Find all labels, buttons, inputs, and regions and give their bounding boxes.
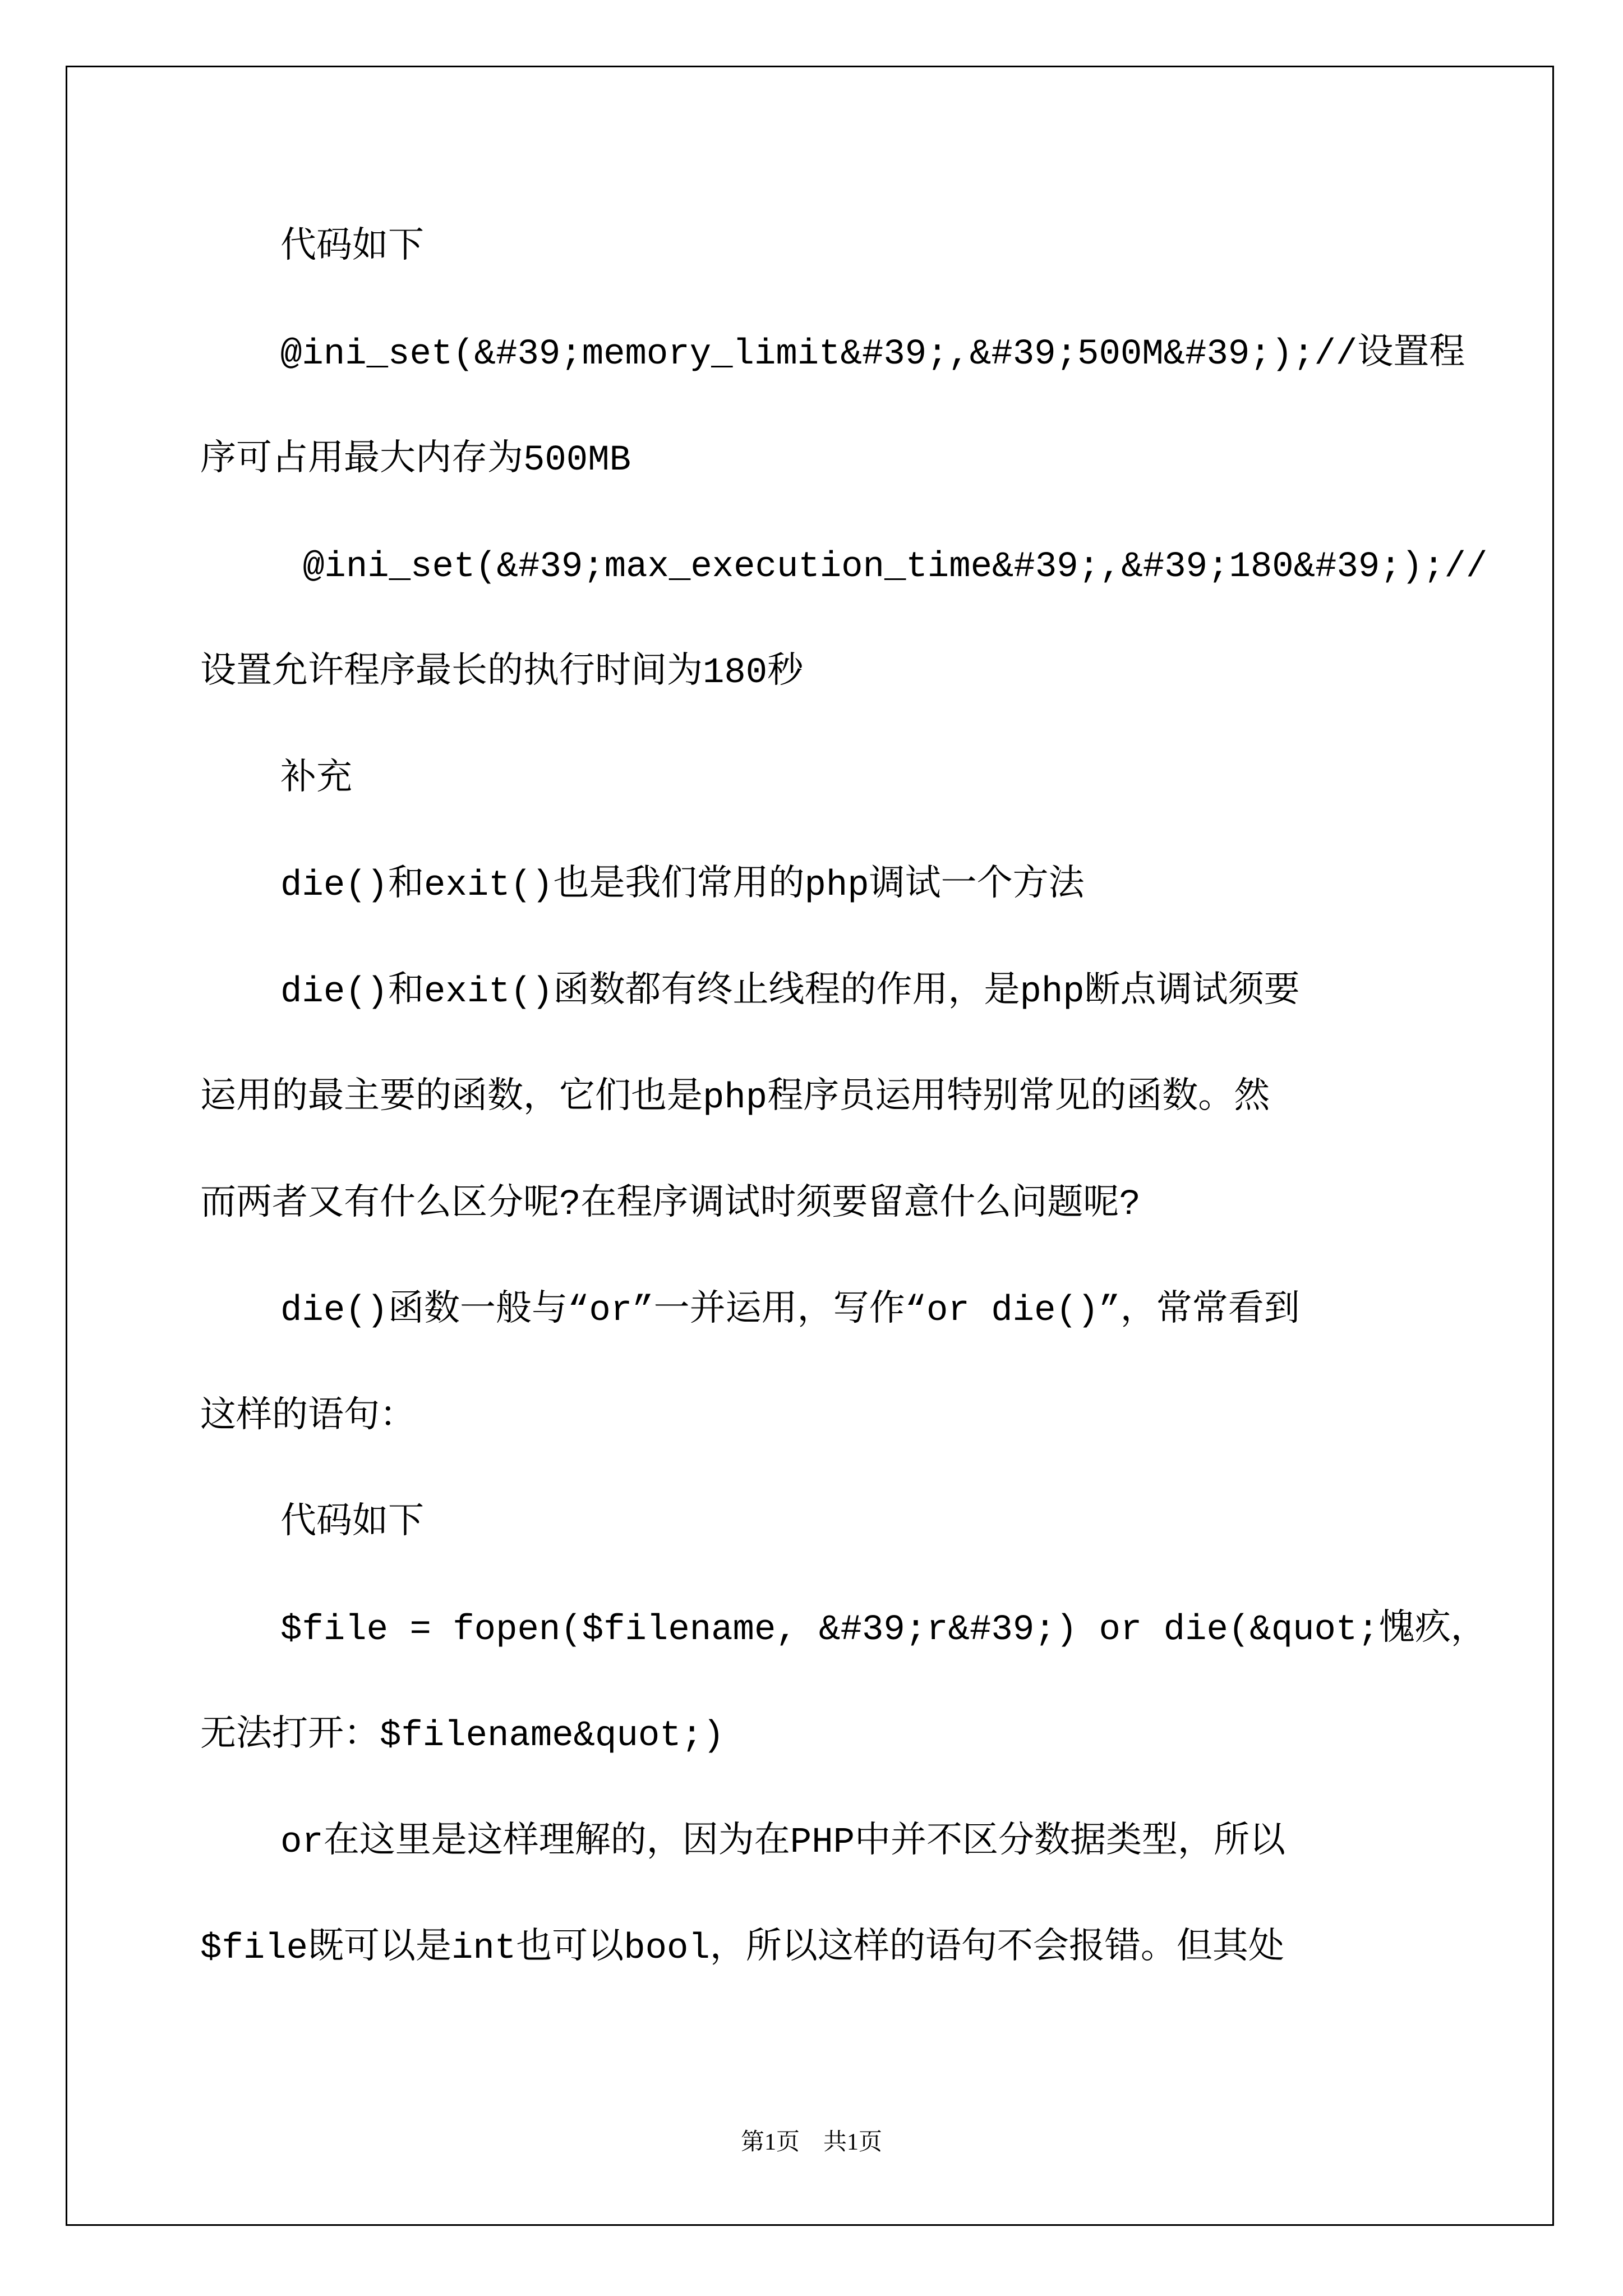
page-number-footer: 第1页 共1页 — [740, 2129, 882, 2155]
paragraph-line: 代码如下 — [280, 228, 424, 268]
paragraph-line: $file既可以是int也可以bool，所以这样的语句不会报错。但其处 — [200, 1929, 1284, 1969]
paragraph-line: @ini_set(&#39;max_execution_time&#39;,&#39;180&#39;);// — [303, 546, 1488, 587]
paragraph-line: @ini_set(&#39;memory_limit&#39;,&#39;500M&#39;);//设置程 — [280, 334, 1465, 375]
paragraph-line: or在这里是这样理解的，因为在PHP中并不区分数据类型，所以 — [280, 1822, 1286, 1863]
paragraph-line: 补充 — [280, 759, 352, 800]
paragraph-line: 设置允许程序最长的执行时间为180秒 — [200, 653, 804, 693]
paragraph-line: 而两者又有什么区分呢?在程序调试时须要留意什么问题呢? — [200, 1184, 1141, 1225]
paragraph-line: 运用的最主要的函数，它们也是php程序员运用特别常见的函数。然 — [200, 1078, 1270, 1119]
paragraph-line: 这样的语句： — [200, 1397, 416, 1438]
paragraph-line: 序可占用最大内存为500MB — [200, 440, 631, 481]
paragraph-line: 无法打开：$filename&quot;) — [200, 1716, 725, 1756]
document-body — [200, 195, 1535, 2003]
paragraph-line: $file = fopen($filename, &#39;r&#39;) or die(&quot;愧疚， — [280, 1609, 1487, 1650]
paragraph-line: die()和exit()函数都有终止线程的作用，是php断点调试须要 — [280, 972, 1300, 1013]
paragraph-line: 代码如下 — [280, 1503, 424, 1544]
paragraph-line: die()和exit()也是我们常用的php调试一个方法 — [280, 866, 1085, 906]
paragraph-line: die()函数一般与“or”一并运用，写作“or die()”，常常看到 — [280, 1291, 1300, 1331]
